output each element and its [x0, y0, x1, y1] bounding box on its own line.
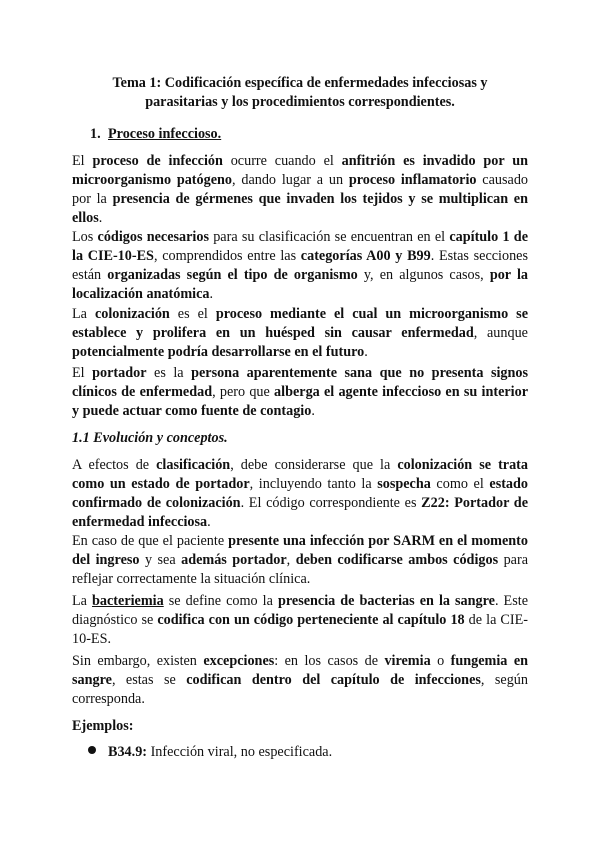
paragraph-sarm: En caso de que el paciente presente una infección por SARM en el momento del ingreso y sea además portador, deben codificarse ambos códigos para reflejar correctamente la situación clínica. [72, 533, 528, 587]
title-line-1: Tema 1: Codificación específica de enfermedades infecciosas y [112, 75, 488, 91]
paragraph-classification: A efectos de clasificación, debe considerarse que la colonización se trata como un estado de portador, incluyendo tanto la sospecha como el estado confirmado de colonización. El código correspondiente es Z22: Portador de enfermedad infecciosa. [72, 457, 529, 530]
paragraph-infection: El proceso de infección ocurre cuando el anfitrión es invadido por un microorganismo patógeno, dando lugar a un proceso inflamatorio causado por la presencia de gérmenes que invaden los tejidos y se multiplican en ellos. [72, 153, 529, 226]
bullet-icon [88, 746, 96, 754]
examples-heading: Ejemplos: [72, 718, 134, 734]
example-code: B34.9: [108, 744, 148, 760]
section-heading-1 [90, 126, 221, 143]
subsection-heading: 1.1 Evolución y conceptos. [72, 430, 228, 446]
example-text: Infección viral, no especificada. [147, 744, 333, 760]
paragraph-exceptions: Sin embargo, existen excepciones: en los casos de viremia o fungemia en sangre, estas se codifican dentro del capítulo de infecciones, según corresponda. [72, 653, 529, 707]
list-item [88, 744, 332, 761]
paragraph-carrier: El portador es la persona aparentemente sana que no presenta signos clínicos de enfermedad, pero que alberga el agente infeccioso en su interior y puede actuar como fuente de contagio. [72, 365, 529, 419]
document-title [72, 74, 528, 112]
section-number: 1. [90, 126, 101, 142]
paragraph-codes: Los códigos necesarios para su clasificación se encuentran en el capítulo 1 de la CIE-10-ES, comprendidos entre las categorías A00 y B99. Estas secciones están organizadas según el tipo de organismo y, en algunos casos, por la localización anatómica. [72, 229, 528, 302]
title-line-2: parasitarias y los procedimientos correspondientes. [145, 94, 455, 110]
section-title: Proceso infeccioso. [108, 126, 222, 142]
paragraph-colonization: La colonización es el proceso mediante el cual un microorganismo se establece y prolifera en un huésped sin causar enfermedad, aunque potencialmente podría desarrollarse en el futuro. [72, 306, 528, 360]
paragraph-bacteremia: La bacteriemia se define como la presencia de bacterias en la sangre. Este diagnóstico se codifica con un código perteneciente al capítulo 18 de la CIE-10-ES. [72, 593, 528, 647]
